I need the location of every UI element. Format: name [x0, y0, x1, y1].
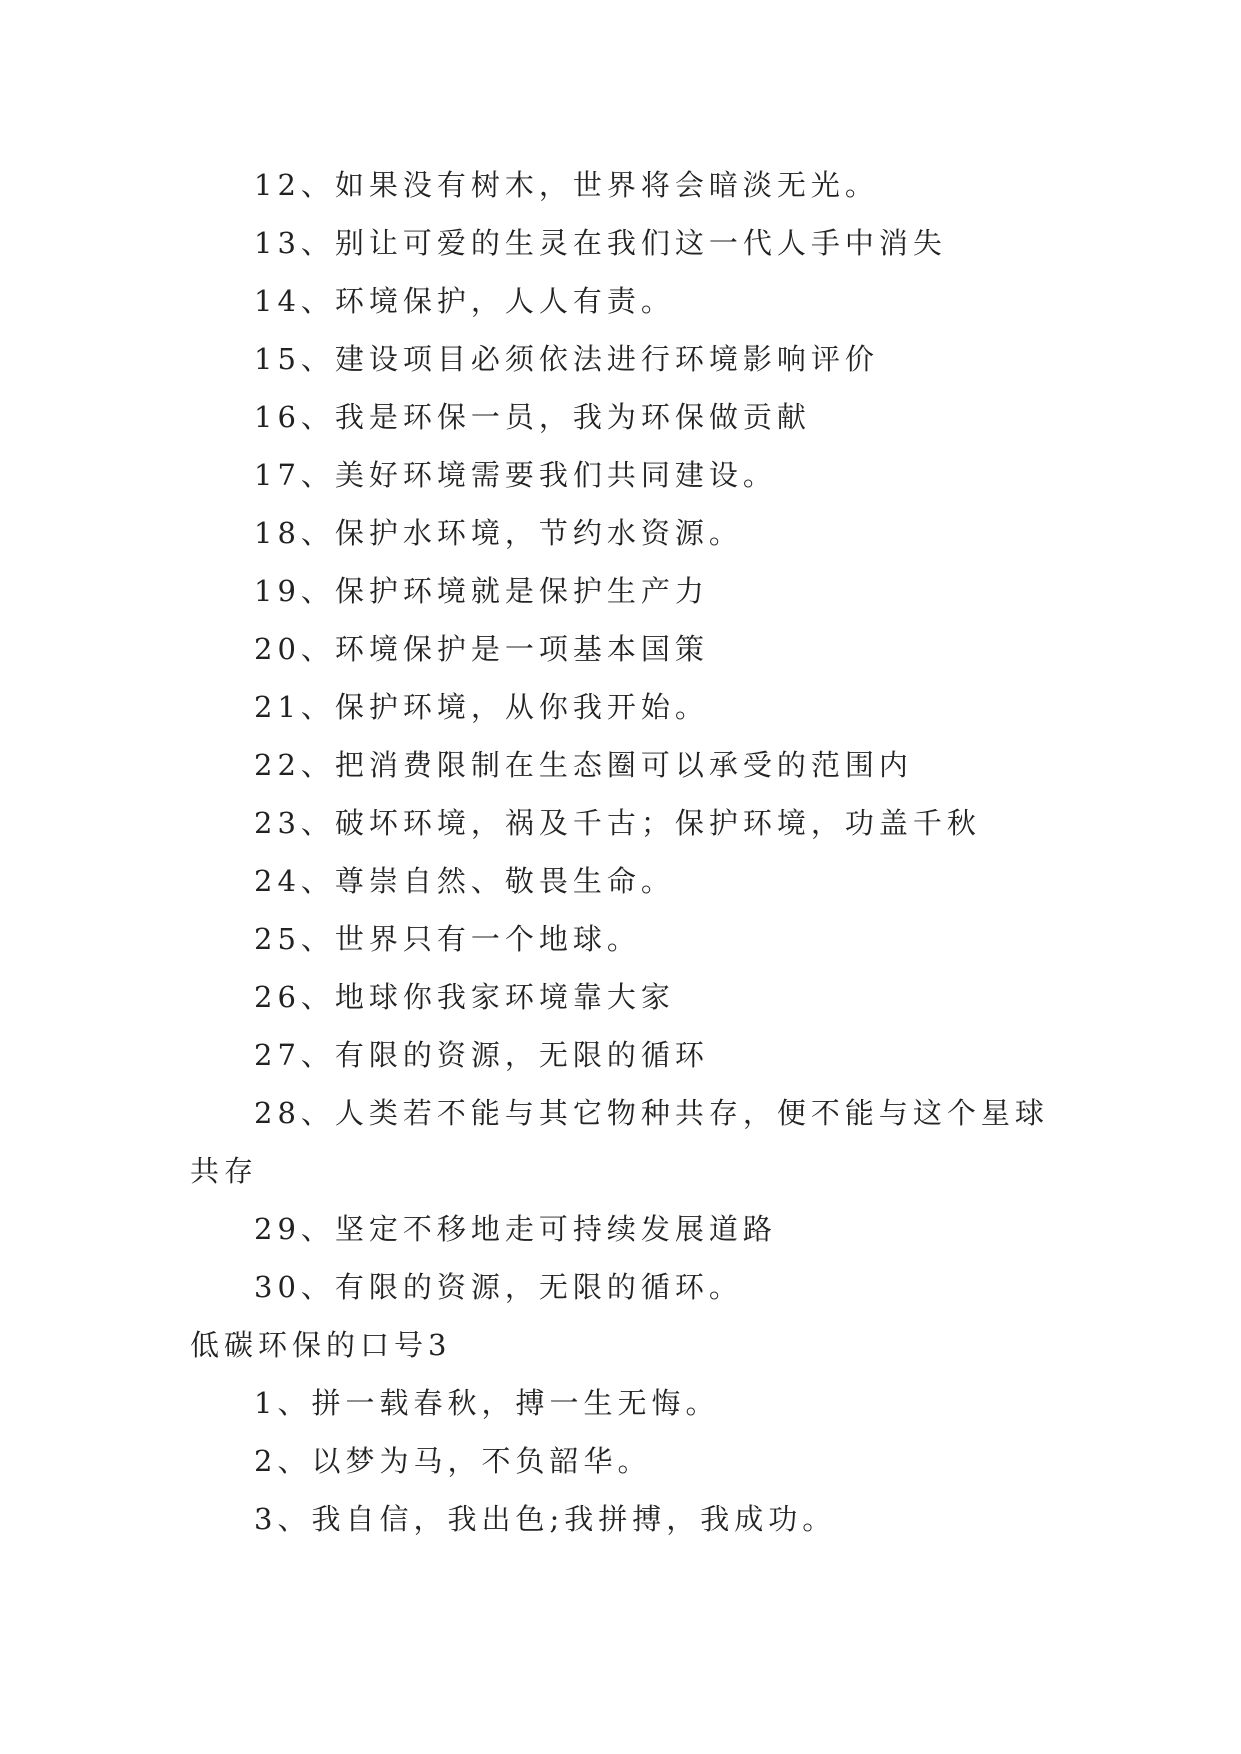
- slogan-line: 24、尊崇自然、敬畏生命。: [254, 864, 675, 898]
- slogan-line: 13、别让可爱的生灵在我们这一代人手中消失: [254, 226, 947, 260]
- slogan-line: 12、如果没有树木，世界将会暗淡无光。: [254, 168, 879, 202]
- section-heading: 低碳环保的口号3: [190, 1328, 452, 1362]
- slogan-line: 16、我是环保一员，我为环保做贡献: [254, 400, 811, 434]
- slogan-line: 26、地球你我家环境靠大家: [254, 980, 675, 1014]
- slogan-line: 18、保护水环境，节约水资源。: [254, 516, 743, 550]
- slogan-line: 14、环境保护，人人有责。: [254, 284, 675, 318]
- document-body: [190, 156, 1050, 1548]
- slogan-line: 3、我自信，我出色;我拼搏，我成功。: [254, 1502, 837, 1536]
- slogan-line: 21、保护环境，从你我开始。: [254, 690, 709, 724]
- slogan-line: 1、拼一载春秋，搏一生无悔。: [254, 1386, 720, 1420]
- slogan-line: 30、有限的资源，无限的循环。: [254, 1270, 743, 1304]
- slogan-line: 17、美好环境需要我们共同建设。: [254, 458, 777, 492]
- slogan-line: 2、以梦为马，不负韶华。: [254, 1444, 652, 1478]
- slogan-line: 27、有限的资源，无限的循环: [254, 1038, 709, 1072]
- slogan-line: 20、环境保护是一项基本国策: [254, 632, 709, 666]
- slogan-line: 19、保护环境就是保护生产力: [254, 574, 709, 608]
- slogan-line: 22、把消费限制在生态圈可以承受的范围内: [254, 748, 913, 782]
- slogan-line: 23、破坏环境，祸及千古；保护环境，功盖千秋: [254, 806, 981, 840]
- slogan-line: 29、坚定不移地走可持续发展道路: [254, 1212, 777, 1246]
- slogan-line: 15、建设项目必须依法进行环境影响评价: [254, 342, 879, 376]
- slogan-line: 25、世界只有一个地球。: [254, 922, 641, 956]
- slogan-line: 28、人类若不能与其它物种共存，便不能与这个星球共存: [190, 1096, 1049, 1188]
